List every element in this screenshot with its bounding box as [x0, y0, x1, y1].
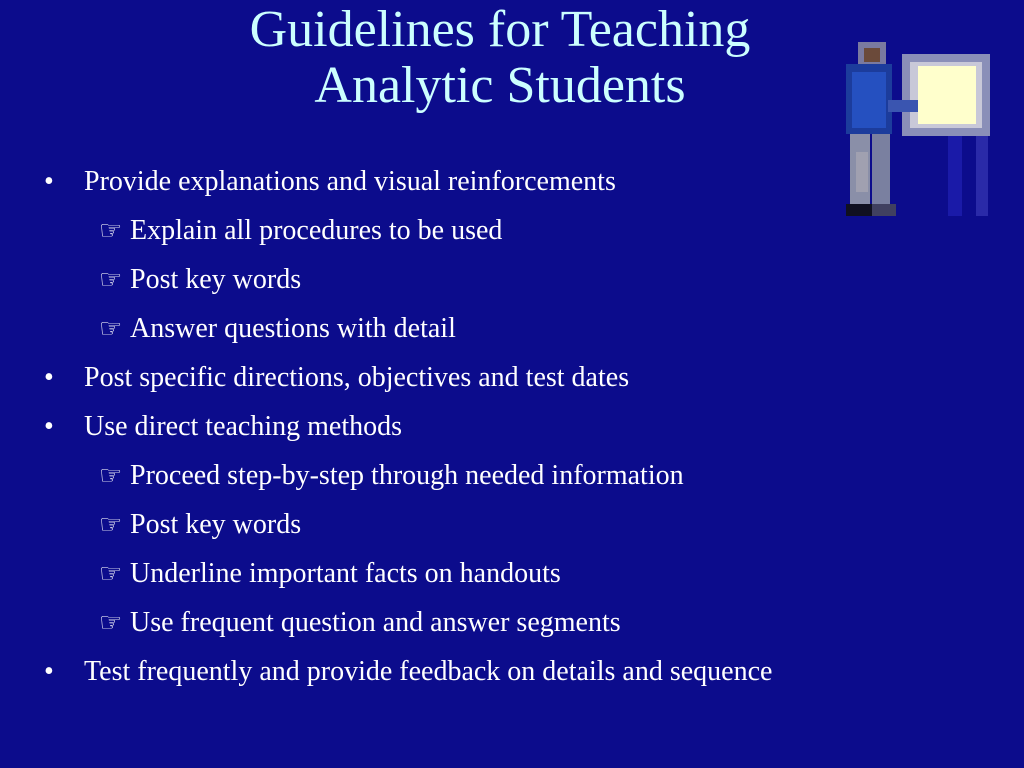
bullet-icon: •	[44, 166, 54, 197]
list-item-text: Use direct teaching methods	[84, 411, 403, 442]
pointing-hand-icon: ☞	[99, 216, 123, 245]
list-item	[44, 405, 1004, 454]
list-item-text: Test frequently and provide feedback on details and sequence	[84, 656, 773, 687]
slide-title-line-2: Analytic Students	[314, 57, 686, 114]
bullet-icon: •	[44, 411, 54, 442]
list-item	[44, 209, 1004, 258]
list-item	[44, 356, 1004, 405]
list-item	[44, 454, 1004, 503]
list-item	[44, 307, 1004, 356]
list-item-text: Post key words	[130, 509, 302, 540]
list-item	[44, 258, 1004, 307]
list-item-text: Explain all procedures to be used	[130, 215, 503, 246]
list-item-text: Post key words	[130, 264, 302, 295]
bullet-icon: •	[44, 656, 54, 687]
list-item	[44, 503, 1004, 552]
slide-title	[150, 2, 850, 114]
list-item	[44, 650, 1004, 699]
pointing-hand-icon: ☞	[99, 265, 123, 294]
list-item-text: Provide explanations and visual reinforcements	[84, 166, 616, 197]
slide-title-line-1: Guidelines for Teaching	[249, 1, 751, 58]
pointing-hand-icon: ☞	[99, 461, 123, 490]
list-item-text: Use frequent question and answer segments	[130, 607, 621, 638]
bullet-list	[44, 160, 1004, 699]
list-item-text: Proceed step-by-step through needed information	[130, 460, 684, 491]
list-item-text: Underline important facts on handouts	[130, 558, 561, 589]
pointing-hand-icon: ☞	[99, 559, 123, 588]
pointing-hand-icon: ☞	[99, 510, 123, 539]
bullet-icon: •	[44, 362, 54, 393]
list-item	[44, 601, 1004, 650]
list-item	[44, 160, 1004, 209]
list-item-text: Answer questions with detail	[130, 313, 456, 344]
list-item	[44, 552, 1004, 601]
pointing-hand-icon: ☞	[99, 314, 123, 343]
pointing-hand-icon: ☞	[99, 608, 123, 637]
list-item-text: Post specific directions, objectives and test dates	[84, 362, 630, 393]
